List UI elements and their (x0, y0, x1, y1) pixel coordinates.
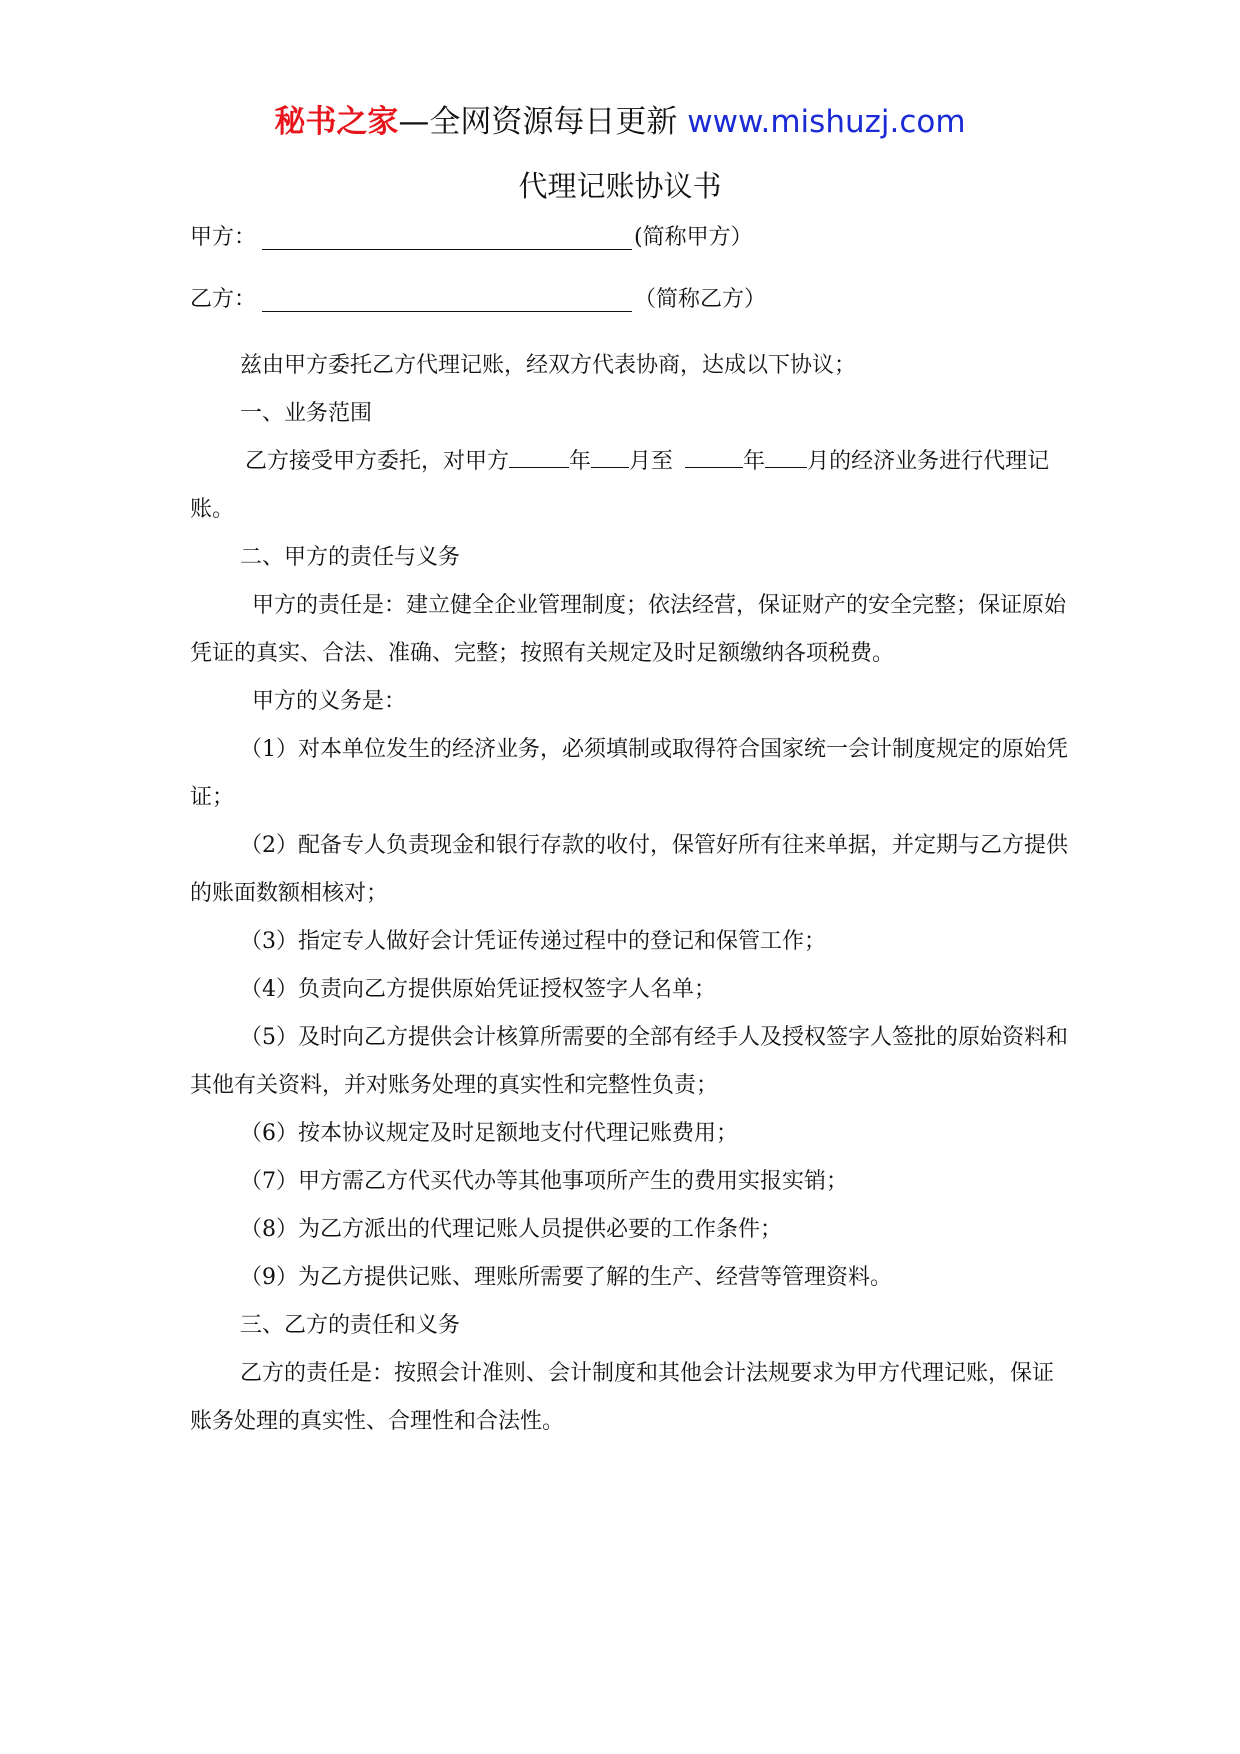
end-month-blank[interactable] (765, 443, 807, 468)
duty-item: （1）对本单位发生的经济业务，必须填制或取得符合国家统一会计制度规定的原始凭证； (190, 737, 1068, 810)
party-a-duties-intro: 甲方的义务是： (252, 689, 407, 714)
party-a-note: (简称甲方） (634, 225, 753, 250)
duty-item: （8）为乙方派出的代理记账人员提供必要的工作条件； (240, 1217, 782, 1242)
section-1-paragraph (190, 438, 1070, 534)
duty-item: （3）指定专人做好会计凭证传递过程中的登记和保管工作； (240, 929, 826, 954)
start-year-blank[interactable] (509, 443, 569, 468)
scope-month-to: 月至 (629, 449, 674, 474)
duty-item: （2）配备专人负责现金和银行存款的收付，保管好所有往来单据，并定期与乙方提供的账面数额相核对； (190, 833, 1068, 906)
section-3-heading: 三、乙方的责任和义务 (240, 1313, 461, 1338)
document-body (190, 342, 1070, 1446)
duty-item: （9）为乙方提供记账、理账所需要了解的生产、经营等管理资料。 (240, 1265, 892, 1290)
scope-suffix: 月的经济业务进行代理记账。 (190, 449, 1050, 522)
party-a-line (190, 222, 753, 254)
party-a-name-blank[interactable] (262, 223, 632, 250)
banner-brand: 秘书之家 (274, 104, 399, 140)
duty-item: （6）按本协议规定及时足额地支付代理记账费用； (240, 1121, 738, 1146)
party-a-responsibility: 甲方的责任是：建立健全企业管理制度；依法经营，保证财产的安全完整；保证原始凭证的真实、合法、准确、完整；按照有关规定及时足额缴纳各项税费。 (190, 593, 1067, 666)
banner-url-link[interactable]: www.mishuzj.com (687, 104, 966, 140)
scope-year-2: 年 (743, 449, 766, 474)
document-title: 代理记账协议书 (518, 169, 722, 203)
duty-item: （4）负责向乙方提供原始凭证授权签字人名单； (240, 977, 716, 1002)
party-b-responsibility: 乙方的责任是：按照会计准则、会计制度和其他会计法规要求为甲方代理记账，保证账务处理的真实性、合理性和合法性。 (190, 1361, 1055, 1434)
section-1-heading: 一、业务范围 (240, 401, 373, 426)
site-banner (0, 100, 1240, 144)
party-b-label: 乙方： (190, 287, 257, 312)
end-year-blank[interactable] (685, 443, 743, 468)
scope-prefix: 乙方接受甲方委托，对甲方 (245, 449, 510, 474)
intro-paragraph: 兹由甲方委托乙方代理记账，经双方代表协商，达成以下协议； (240, 353, 857, 378)
duty-item: （7）甲方需乙方代买代办等其他事项所产生的费用实报实销； (240, 1169, 848, 1194)
party-a-label: 甲方： (190, 225, 257, 250)
duty-item: （5）及时向乙方提供会计核算所需要的全部有经手人及授权签字人签批的原始资料和其他有关资料，并对账务处理的真实性和完整性负责； (190, 1025, 1068, 1098)
party-b-line (190, 284, 766, 316)
party-b-note: （简称乙方） (634, 287, 767, 312)
section-2-heading: 二、甲方的责任与义务 (240, 545, 461, 570)
start-month-blank[interactable] (591, 443, 629, 468)
scope-year-1: 年 (569, 449, 592, 474)
banner-slogan: —全网资源每日更新 (398, 104, 678, 140)
party-b-name-blank[interactable] (262, 285, 632, 312)
